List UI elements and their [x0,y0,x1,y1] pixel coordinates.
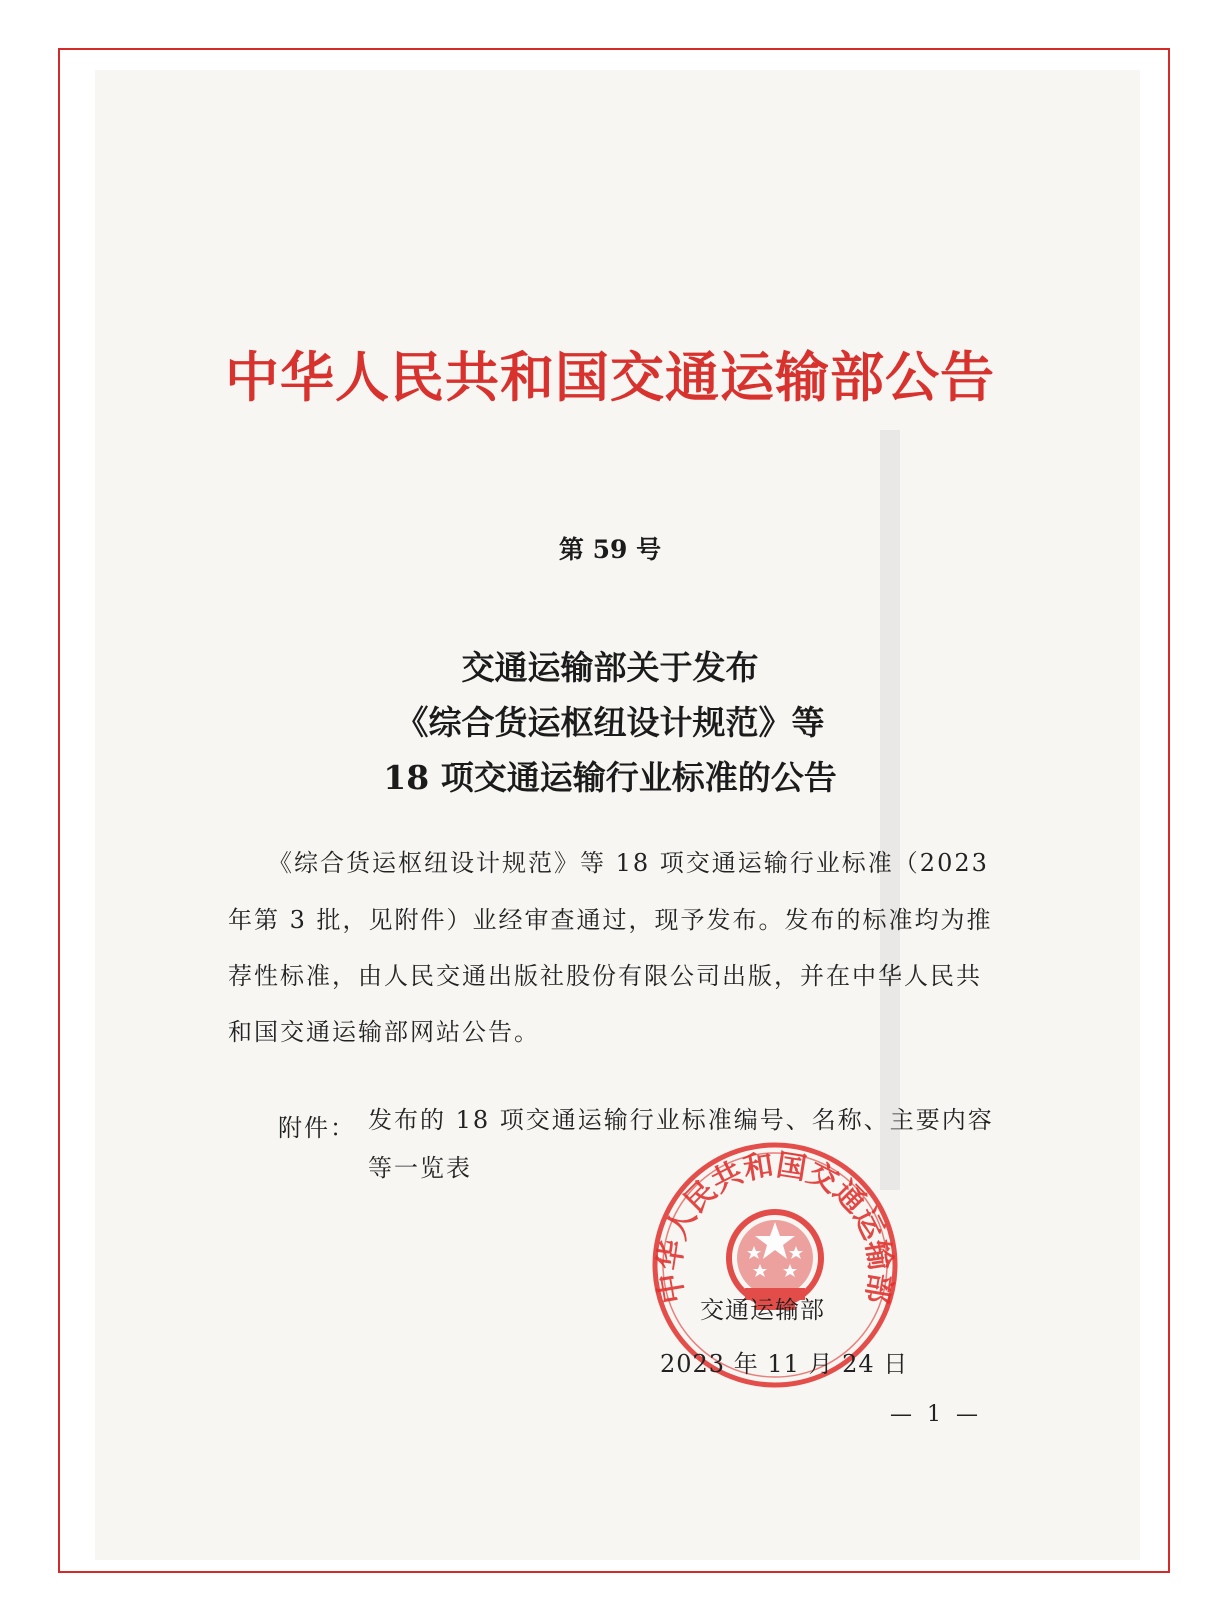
attachment-line-2: 等一览表 [368,1154,472,1182]
page-number: — 1 — [890,1402,982,1427]
document-title-line-3: 18 项交通运输行业标准的公告 [383,758,837,797]
document-paper [95,70,1140,1560]
announcement-header: 中华人民共和国交通运输部公告 [225,345,995,409]
document-title-line-1: 交通运输部关于发布 [461,648,759,687]
document-number: 第 59 号 [558,535,662,564]
document-title-line-2: 《综合货运枢纽设计规范》等 [395,703,825,742]
body-text-line-1: 《综合货运枢纽设计规范》等 18 项交通运输行业标准（2023 [268,849,989,877]
issue-date: 2023 年 11 月 24 日 [660,1350,909,1378]
seal-text: 中华人民共和国交通运输部 [652,1147,898,1306]
attachment-line-1: 发布的 18 项交通运输行业标准编号、名称、主要内容 [368,1106,994,1134]
body-text-line-4: 和国交通运输部网站公告。 [228,1018,540,1046]
body-text-line-3: 荐性标准，由人民交通出版社股份有限公司出版，并在中华人民共 [228,962,982,990]
bleed-through-texture [860,430,920,1190]
attachment-label: 附件： [278,1114,356,1142]
body-text-line-2: 年第 3 批，见附件）业经审查通过，现予发布。发布的标准均为推 [228,906,993,934]
issuing-authority: 交通运输部 [700,1296,825,1324]
